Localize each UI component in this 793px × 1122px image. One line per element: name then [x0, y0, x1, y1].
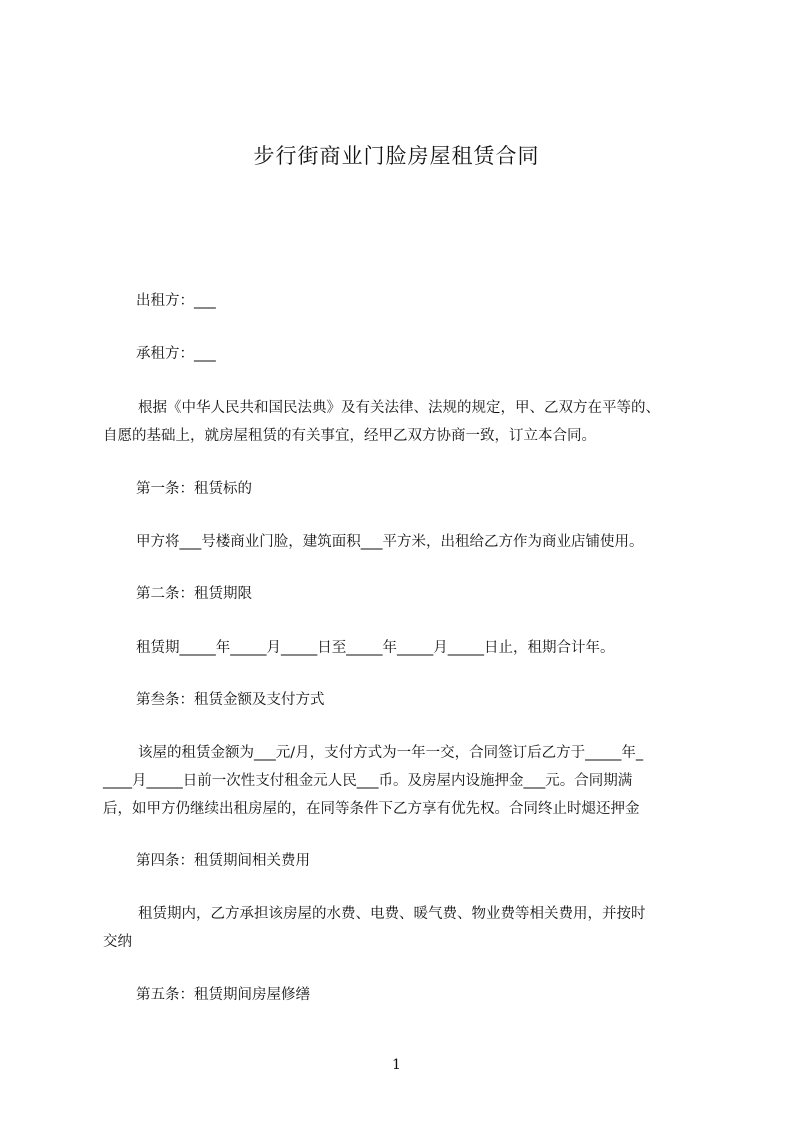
article-heading: 第二条：租赁期限: [136, 586, 252, 602]
article-text-line: 后，如甲方仍继续出租房屋的，在同等条件下乙方享有优先权。合同终止时煺还押金: [103, 801, 640, 817]
lessee-line: 承租方：___: [136, 346, 216, 362]
preamble-line: 根据《中华人民共和国民法典》及有关法律、法规的规定，甲、乙双方在平等的、: [138, 400, 660, 416]
lessor-line: 出租方：___: [136, 293, 216, 309]
article-text-line: 租赁期_____年_____月_____日至_____年_____月_____日止，租期合计年。: [136, 640, 615, 656]
article-heading: 第叁条：租赁金额及支付方式: [136, 692, 325, 708]
article-text-line: 甲方将___号楼商业门脸，建筑面积___平方米，出租给乙方作为商业店铺使用。: [136, 534, 644, 550]
document-title: 步行街商业门脸房屋租赁合同: [253, 144, 540, 168]
article-heading: 第五条：租赁期间房屋修缮: [136, 987, 310, 1003]
article-text-line: ____月_____日前一次性支付租金元人民___币。及房屋内设施押金___元。合同期满: [103, 773, 633, 789]
preamble-line: 自愿的基础上，就房屋租赁的有关事宜，经甲乙双方协商一致，订立本合同。: [103, 428, 596, 444]
article-text-line: 该屋的租赁金额为___元/月，支付方式为一年一交，合同签订后乙方于_____年_: [138, 745, 644, 761]
article-text-line: 租赁期内，乙方承担该房屋的水费、电费、暖气费、物业费等相关费用，并按时: [138, 906, 646, 922]
article-text-line: 交纳: [103, 934, 132, 950]
page-number: 1: [392, 1057, 401, 1073]
article-heading: 第四条：租赁期间相关费用: [136, 853, 310, 869]
article-heading: 第一条：租赁标的: [136, 481, 252, 497]
